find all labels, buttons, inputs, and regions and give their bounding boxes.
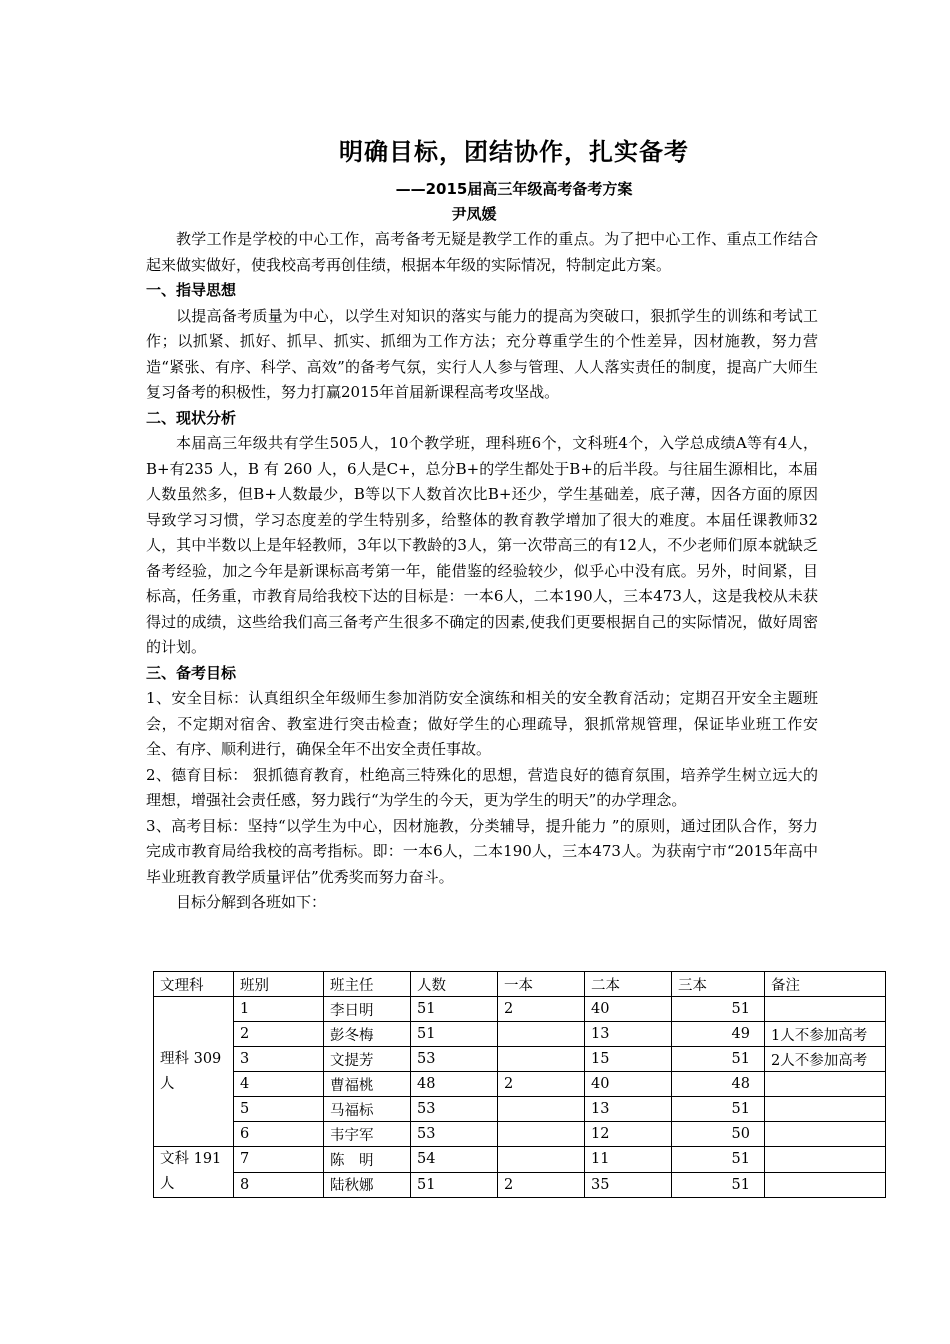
table-cell: 11 <box>585 1147 672 1173</box>
table-cell <box>498 1022 585 1047</box>
table-cell: 彭冬梅 <box>324 1022 411 1047</box>
table-cell: 8 <box>234 1172 324 1198</box>
table-row <box>154 1147 886 1173</box>
table-cell: 51 <box>672 997 765 1022</box>
table-cell: 12 <box>585 1122 672 1147</box>
section-2-paragraph: 本届高三年级共有学生505人，10个教学班，理科班6个，文科班4个，入学总成绩A等有4人，B+有235 人，B 有 260 人，6人是C+，总分B+的学生都处于B+的后半段。与往届生源相比，本届人数虽然多，但B+人数最少，B等以下人数首次比B+还少，学生基础差，底子薄，因各方面的原因导致学习习惯，学习态度差的学生特别多，给整体的教育教学增加了很大的难度。本届任课教师32人，其中半数以上是年轻教师，3年以下教龄的3人，第一次带高三的有12人，不少老师们原本就缺乏备考经验，加之今年是新课标高考第一年，能借鉴的经验较少，似乎心中没有底。另外，时间紧，目标高，任务重，市教育局给我校下达的目标是：一本6人，二本190人，三本473人，这是我校从未获得过的成绩，这些给我们高三备考产生很多不确定的因素,使我们更要根据自己的实际情况，做好周密的计划。 <box>146 434 818 656</box>
table-cell <box>765 1072 886 1097</box>
table-cell <box>498 1047 585 1072</box>
document-body <box>146 227 818 916</box>
table-cell <box>765 1172 886 1198</box>
table-cell: 2人不参加高考 <box>765 1047 886 1072</box>
table-cell: 48 <box>672 1072 765 1097</box>
section-1-paragraph: 以提高备考质量为中心，以学生对知识的落实与能力的提高为突破口，狠抓学生的训练和考试工作；以抓紧、抓好、抓早、抓实、抓细为工作方法；充分尊重学生的个性差异，因材施教，努力营造“紧张、有序、科学、高效”的备考气氛，实行人人参与管理、人人落实责任的制度，提高广大师生复习备考的积极性，努力打赢2015年首届新课程高考攻坚战。 <box>146 306 818 401</box>
table-cell: 51 <box>411 1022 498 1047</box>
table-cell: 1 <box>234 997 324 1022</box>
subject-group-cell: 文科 191 人 <box>154 1147 234 1198</box>
subject-group-cell: 理科 309 人 <box>154 997 234 1147</box>
section-2-heading: 二、现状分析 <box>146 408 237 427</box>
document-author: 尹凤媛 <box>451 205 497 223</box>
table-cell <box>765 997 886 1022</box>
header-cell: 班主任 <box>324 972 411 997</box>
table-cell <box>765 1097 886 1122</box>
table-cell: 1人不参加高考 <box>765 1022 886 1047</box>
table-cell: 54 <box>411 1147 498 1173</box>
table-cell: 15 <box>585 1047 672 1072</box>
table-row <box>154 1047 886 1072</box>
table-intro: 目标分解到各班如下： <box>176 893 327 911</box>
table-row <box>154 1022 886 1047</box>
table-cell: 53 <box>411 1122 498 1147</box>
table-cell: 51 <box>672 1147 765 1173</box>
section-3-heading: 三、备考目标 <box>146 663 237 682</box>
table-cell: 韦宇军 <box>324 1122 411 1147</box>
table-cell: 5 <box>234 1097 324 1122</box>
table-cell: 13 <box>585 1097 672 1122</box>
table-cell: 曹福桃 <box>324 1072 411 1097</box>
table-cell: 35 <box>585 1172 672 1198</box>
table-cell: 51 <box>672 1097 765 1122</box>
class-goals-table <box>153 971 886 1198</box>
table-cell: 48 <box>411 1072 498 1097</box>
header-cell: 二本 <box>585 972 672 997</box>
header-cell: 人数 <box>411 972 498 997</box>
table-cell: 2 <box>498 997 585 1022</box>
exam-goal-paragraph: 3、高考目标：坚持“以学生为中心，因材施教，分类辅导，提升能力 ”的原则，通过团队合作，努力完成市教育局给我校的高考指标。即：一本6人，二本190人，三本473人。为获南宁市“2015年高中毕业班教育教学质量评估”优秀奖而努力奋斗。 <box>146 816 818 886</box>
table-cell <box>498 1147 585 1173</box>
table-cell: 49 <box>672 1022 765 1047</box>
table-cell: 50 <box>672 1122 765 1147</box>
section-1-heading: 一、指导思想 <box>146 281 237 299</box>
table-cell: 李日明 <box>324 997 411 1022</box>
table-cell: 51 <box>672 1172 765 1198</box>
header-cell: 备注 <box>765 972 886 997</box>
table-row <box>154 997 886 1022</box>
table-row <box>154 1097 886 1122</box>
table-cell: 4 <box>234 1072 324 1097</box>
table-cell: 53 <box>411 1097 498 1122</box>
table-cell: 40 <box>585 1072 672 1097</box>
table-cell: 2 <box>498 1172 585 1198</box>
table-header-row <box>154 972 886 997</box>
safety-goal-paragraph: 1、安全目标：认真组织全年级师生参加消防安全演练和相关的安全教育活动；定期召开安全主题班会，不定期对宿舍、教室进行突击检查；做好学生的心理疏导，狠抓常规管理，保证毕业班工作安全、有序、顺利进行，确保全年不出安全责任事故。 <box>146 689 818 758</box>
table-cell: 陈 明 <box>324 1147 411 1173</box>
table-cell: 7 <box>234 1147 324 1173</box>
table-cell: 51 <box>672 1047 765 1072</box>
table-cell <box>765 1122 886 1147</box>
table-row <box>154 1172 886 1198</box>
table-cell: 3 <box>234 1047 324 1072</box>
table-cell <box>498 1097 585 1122</box>
header-cell: 文理科 <box>154 972 234 997</box>
table-cell: 51 <box>411 1172 498 1198</box>
document-title: 明确目标，团结协作，扎实备考 <box>339 138 689 166</box>
table-cell: 53 <box>411 1047 498 1072</box>
table-row <box>154 1122 886 1147</box>
table-cell: 陆秋娜 <box>324 1172 411 1198</box>
document-subtitle: ——2015届高三年级高考备考方案 <box>395 180 633 198</box>
table-cell <box>498 1122 585 1147</box>
header-cell: 一本 <box>498 972 585 997</box>
header-cell: 班别 <box>234 972 324 997</box>
table-cell: 文提芳 <box>324 1047 411 1072</box>
table-cell: 13 <box>585 1022 672 1047</box>
table-cell: 51 <box>411 997 498 1022</box>
table-cell: 马福标 <box>324 1097 411 1122</box>
table-cell: 6 <box>234 1122 324 1147</box>
intro-paragraph: 教学工作是学校的中心工作，高考备考无疑是教学工作的重点。为了把中心工作、重点工作结合起来做实做好，使我校高考再创佳绩，根据本年级的实际情况，特制定此方案。 <box>146 230 818 274</box>
table-cell <box>765 1147 886 1173</box>
moral-goal-paragraph: 2、德育目标： 狠抓德育教育，杜绝高三特殊化的思想，营造良好的德育氛围，培养学生树立远大的理想，增强社会责任感，努力践行“为学生的今天，更为学生的明天”的办学理念。 <box>146 765 818 809</box>
table-row <box>154 1072 886 1097</box>
table-cell: 40 <box>585 997 672 1022</box>
table-cell: 2 <box>234 1022 324 1047</box>
header-cell: 三本 <box>672 972 765 997</box>
table-cell: 2 <box>498 1072 585 1097</box>
